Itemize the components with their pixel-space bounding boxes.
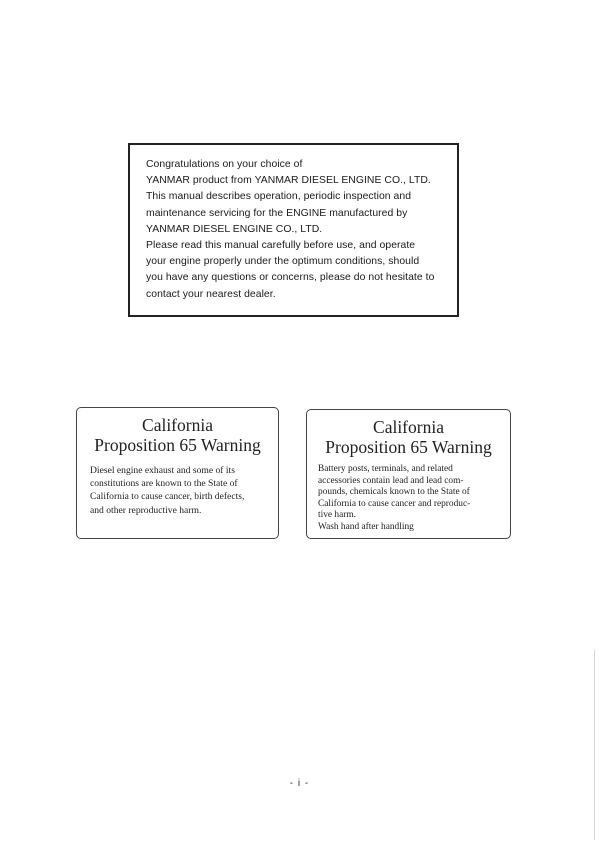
intro-line: YANMAR product from YANMAR DIESEL ENGINE CO., LTD. [146,175,431,187]
warning-title-line2: Proposition 65 Warning [325,436,492,457]
intro-message-box [128,143,459,317]
intro-line: YANMAR DIESEL ENGINE CO., LTD. [146,223,323,235]
intro-line: Please read this manual carefully before use, and operate [146,240,416,252]
intro-line: This manual describes operation, periodic inspection and [146,191,412,203]
warning-line: accessories contain lead and lead com- [318,475,464,486]
scan-edge-line [594,650,595,840]
prop65-warning-battery [306,409,511,539]
warning-title-line2: Proposition 65 Warning [94,434,261,455]
warning-line: Battery posts, terminals, and related [318,464,453,474]
intro-line: contact your nearest dealer. [146,288,276,300]
warning-title [77,416,278,455]
warning-line: California to cause cancer and reproduc- [318,498,471,509]
intro-line: Congratulations on your choice of [146,159,303,170]
warning-line: California to cause cancer, birth defects, [90,491,245,503]
warning-line: constitutions are known to the State of [90,478,238,490]
intro-line: your engine properly under the optimum conditions, should [146,256,420,268]
warning-title [307,418,510,457]
warning-line: tive harm. [318,510,357,521]
warning-line: Diesel engine exhaust and some of its [90,465,235,476]
warning-title-line1: California [373,417,444,437]
intro-line: you have any questions or concerns, please do not hesitate to [146,272,435,284]
prop65-warning-exhaust [76,407,279,539]
warning-title-line1: California [142,415,213,435]
page-number: - i - [289,778,310,789]
intro-message [146,157,441,303]
intro-line: maintenance servicing for the ENGINE manufactured by [146,207,408,219]
warning-line: and other reproductive harm. [90,504,202,516]
warning-line: Wash hand after handling [318,521,414,532]
warning-body [77,464,278,517]
warning-line: pounds, chemicals known to the State of [318,487,470,498]
warning-body [307,464,510,534]
